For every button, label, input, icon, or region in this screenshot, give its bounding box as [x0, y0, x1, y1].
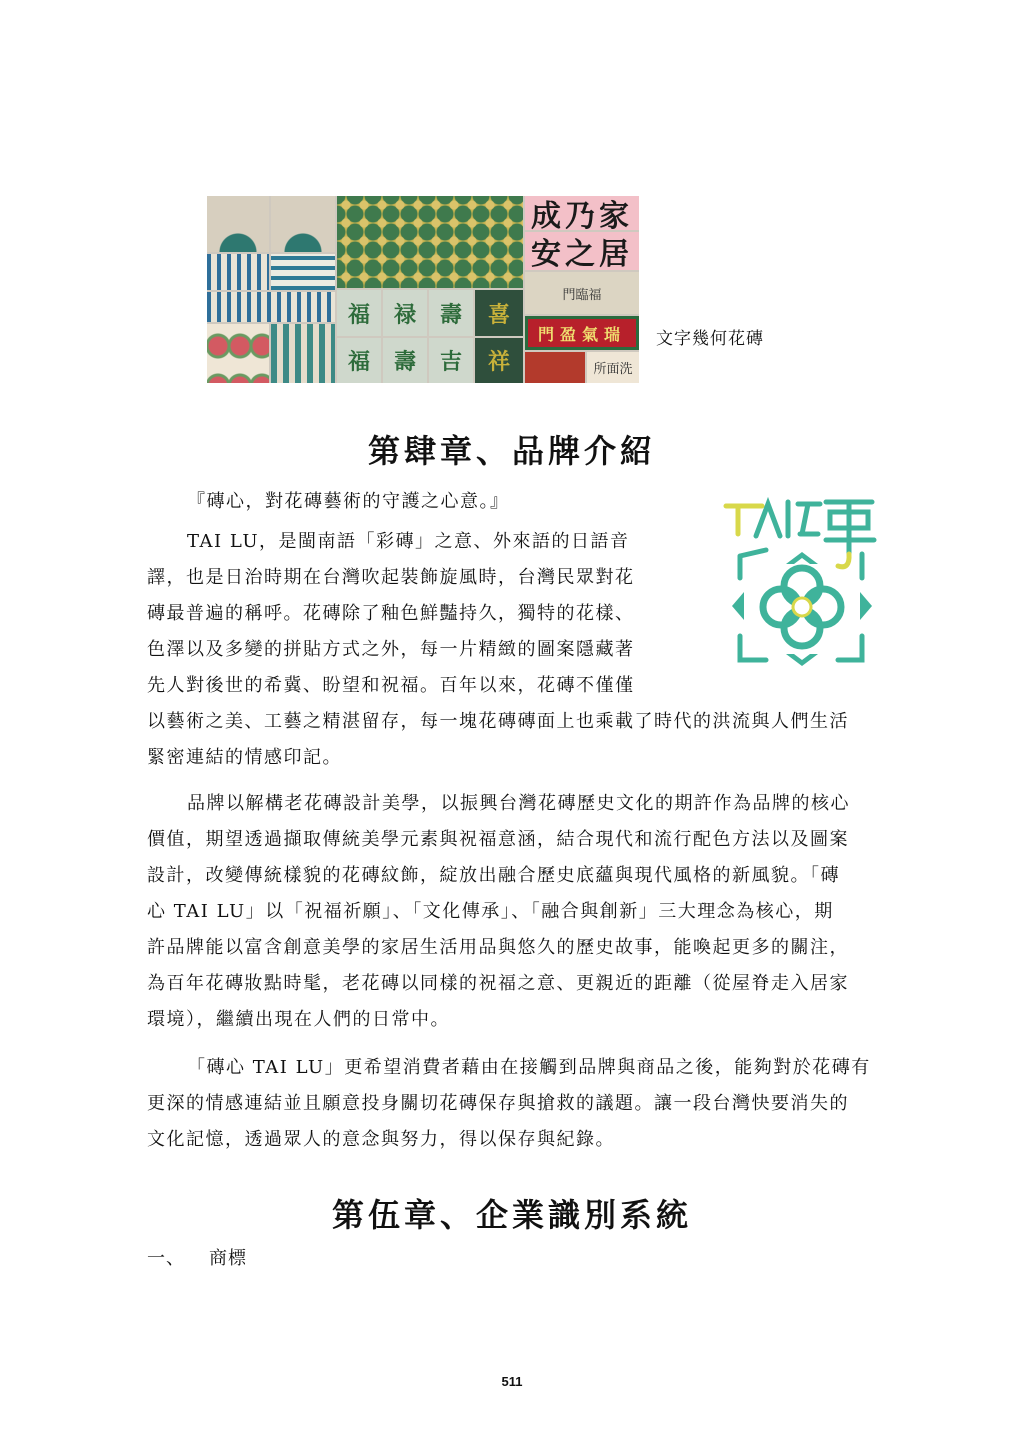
text-line: 『磚心，對花磚藝術的守護之心意。』	[187, 491, 510, 512]
character-tile: 福	[337, 290, 381, 336]
page-number: 511	[501, 1374, 523, 1389]
character-tile: 壽	[429, 290, 473, 336]
text-line: 為百年花磚妝點時髦，老花磚以同樣的祝福之意、更親近的距離（從屋脊走入居家	[147, 973, 849, 994]
sign-tile: 門臨福	[525, 272, 639, 314]
tile-collage-image	[207, 196, 639, 383]
text-line: 環境），繼續出現在人們的日常中。	[147, 1009, 450, 1030]
chapter-title: 第伍章、企業識別系統	[331, 1196, 692, 1234]
text-line: 品牌以解構老花磚設計美學，以振興台灣花磚歷史文化的期許作為品牌的核心	[187, 793, 850, 814]
sign-tile: 成乃家	[525, 196, 639, 230]
section-number: 一、	[147, 1248, 185, 1269]
character-tile: 壽	[383, 338, 427, 383]
sign-tile: 門盈氣瑞	[525, 316, 639, 350]
key-pattern-tile	[207, 292, 335, 322]
text-line: 緊密連結的情感印記。	[147, 747, 342, 768]
paragraph-brand-hope	[147, 1050, 871, 1158]
text-line: 心 TAI LU」以「祝福祈願」、「文化傳承」、「融合與創新」三大理念為核心，期	[147, 901, 834, 922]
character-tile: 喜	[475, 290, 523, 336]
figure-caption: 文字幾何花磚	[656, 329, 764, 349]
text-line: 「磚心 TAI LU」更希望消費者藉由在接觸到品牌與商品之後，能夠對於花磚有	[187, 1057, 871, 1078]
paragraph-brand-value	[147, 786, 850, 1038]
text-line: 價值，期望透過擷取傳統美學元素與祝福意涵，結合現代和流行配色方法以及圖案	[147, 829, 849, 850]
key-pattern-tile	[271, 254, 335, 290]
text-line: 色澤以及多變的拼貼方式之外，每一片精緻的圖案隱藏著	[147, 639, 635, 660]
text-line: 許品牌能以富含創意美學的家居生活用品與悠久的歷史故事，能喚起更多的關注，	[147, 937, 849, 958]
geometric-pattern-tile	[337, 196, 523, 288]
character-tile: 福	[337, 338, 381, 383]
ornamental-tile	[271, 324, 335, 383]
text-line: 先人對後世的希冀、盼望和祝福。百年以來，花磚不僅僅	[147, 675, 635, 696]
text-line: 更深的情感連結並且願意投身關切花磚保存與搶救的議題。讓一段台灣快要消失的	[147, 1093, 849, 1114]
section-heading	[147, 1244, 247, 1270]
text-line: 以藝術之美、工藝之精湛留存，每一塊花磚磚面上也乘載了時代的洪流與人們生活	[147, 711, 849, 732]
sign-tile: 所面洗	[587, 352, 639, 383]
text-line: 譯，也是日治時期在台灣吹起裝飾旋風時，台灣民眾對花	[147, 567, 635, 588]
intro-quote	[147, 484, 510, 520]
sign-tile: 安之居	[525, 232, 639, 270]
character-tile: 吉	[429, 338, 473, 383]
text-line: 文化記憶，透過眾人的意念與努力，得以保存與紀錄。	[147, 1129, 615, 1150]
ornamental-tile	[271, 196, 335, 252]
text-line: 磚最普遍的稱呼。花磚除了釉色鮮豔持久，獨特的花樣、	[147, 603, 635, 624]
paragraph-tai-lu	[147, 524, 849, 776]
text-line: 設計，改變傳統樣貌的花磚紋飾，綻放出融合歷史底蘊與現代風格的新風貌。「磚	[147, 865, 840, 886]
character-tile: 祥	[475, 338, 523, 383]
key-pattern-tile	[207, 254, 269, 290]
section-label: 商標	[209, 1248, 247, 1269]
character-tile: 禄	[383, 290, 427, 336]
chapter-title: 第肆章、品牌介紹	[367, 432, 656, 470]
ornamental-tile	[525, 352, 585, 383]
peach-pattern-tile	[207, 324, 269, 383]
ornamental-tile	[207, 196, 269, 252]
text-line: TAI LU，是閩南語「彩磚」之意、外來語的日語音	[187, 531, 630, 552]
